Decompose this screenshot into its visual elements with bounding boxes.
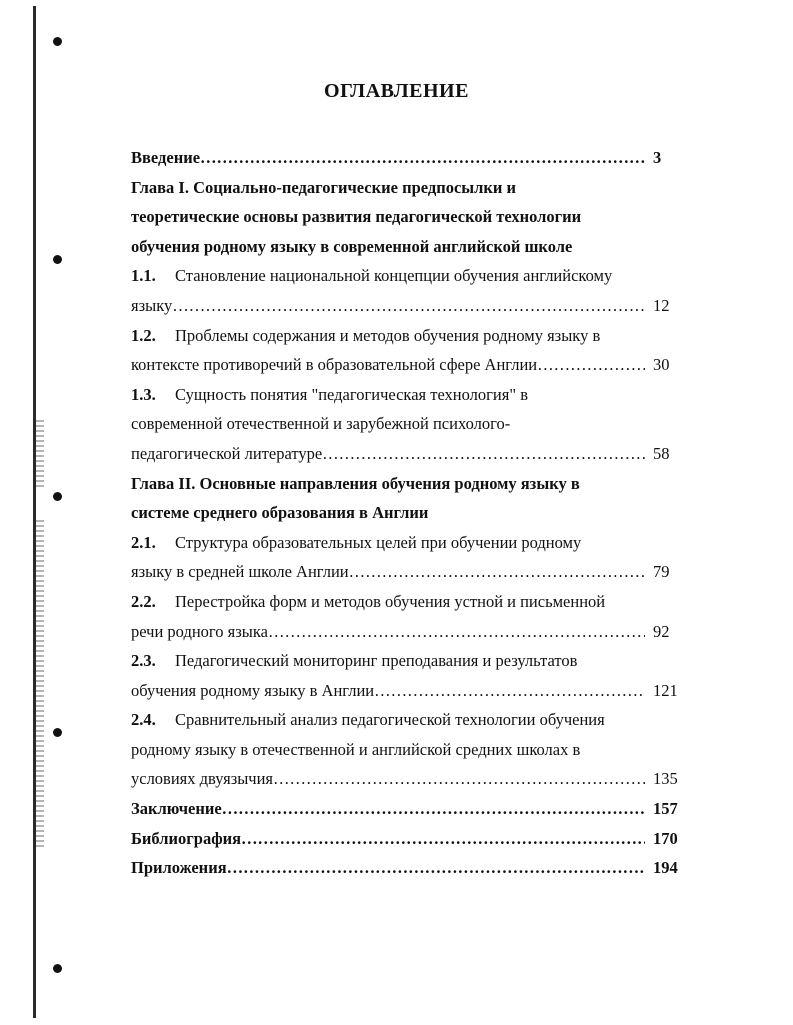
toc-section-number: 1.1. — [131, 266, 156, 286]
toc-entry — [131, 705, 681, 735]
punch-hole-mark — [53, 37, 62, 46]
toc-entry-text: Глава II. Основные направления обучения родному языку в — [131, 473, 580, 493]
toc-entry — [131, 232, 681, 262]
toc-entry — [131, 557, 681, 587]
toc-entry-text: контексте противоречий в образовательной сфере Англии — [131, 355, 538, 375]
toc-entry-text: родному языку в отечественной и английской средних школах в — [131, 739, 581, 759]
toc-entry — [131, 380, 681, 410]
toc-entry — [131, 469, 681, 499]
toc-page-number: 170 — [653, 828, 678, 848]
toc-entry — [131, 261, 681, 291]
toc-page-number: 3 — [653, 148, 662, 167]
toc-entry — [131, 764, 681, 794]
toc-entry-text: Глава I. Социально-педагогические предпосылки и — [131, 177, 517, 197]
toc-entry — [131, 350, 681, 380]
toc-page-number: 30 — [653, 355, 670, 375]
dot-leader — [537, 350, 645, 380]
toc-section-number: 2.2. — [131, 591, 156, 611]
toc-section-number: 2.3. — [131, 651, 156, 671]
toc-entry — [131, 439, 681, 469]
dot-leader — [172, 291, 645, 321]
toc-entry-text: языку в средней школе Англии — [131, 562, 349, 582]
toc-entry-text: Приложения — [131, 858, 227, 878]
toc-leader-line — [131, 350, 645, 380]
dot-leader — [273, 764, 645, 794]
toc-leader-line — [131, 439, 645, 469]
toc-entry-text: условиях двуязычия — [131, 769, 274, 789]
toc-entry — [131, 498, 681, 528]
toc-page-number: 157 — [653, 799, 678, 819]
toc-entry — [131, 735, 681, 765]
toc-entry-text: системе среднего образования в Англии — [131, 503, 429, 523]
toc-leader-line — [131, 617, 645, 647]
toc-entry — [131, 143, 681, 173]
toc-entry-text: современной отечественной и зарубежной психолого- — [131, 414, 511, 434]
toc-entry-text: Заключение — [131, 799, 222, 819]
toc-page-number: 58 — [653, 443, 670, 463]
toc-entry — [131, 202, 681, 232]
toc-entry-text: педагогической литературе — [131, 443, 323, 463]
toc-entry-text: Сравнительный анализ педагогической технологии обучения — [175, 710, 605, 730]
punch-hole-mark — [53, 492, 62, 501]
toc-page-number: 12 — [653, 295, 670, 315]
toc-section-number: 2.1. — [131, 532, 156, 552]
toc-leader-line — [131, 557, 645, 587]
toc-entry-text: Перестройка форм и методов обучения устной и письменной — [175, 591, 606, 611]
toc-page-number: 121 — [653, 680, 678, 700]
dot-leader — [322, 439, 645, 469]
punch-hole-mark — [53, 728, 62, 737]
toc-entry — [131, 409, 681, 439]
toc-entry-text: Педагогический мониторинг преподавания и результатов — [175, 651, 578, 671]
scan-noise — [36, 420, 44, 490]
toc-entry — [131, 173, 681, 203]
toc-entry-text: языку — [131, 295, 173, 315]
toc-entry — [131, 824, 681, 854]
toc-entry — [131, 794, 681, 824]
toc-page-number: 92 — [653, 621, 670, 641]
punch-hole-mark — [53, 255, 62, 264]
dot-leader — [241, 824, 645, 854]
toc-page-number: 135 — [653, 769, 678, 789]
toc-leader-line — [131, 676, 645, 706]
toc-entry — [131, 676, 681, 706]
toc-entry-text: Структура образовательных целей при обучении родному — [175, 532, 582, 552]
toc-leader-line — [131, 291, 645, 321]
toc-entry-text: Библиография — [131, 828, 242, 848]
toc-leader-line — [131, 853, 645, 883]
toc-entry — [131, 587, 681, 617]
toc-leader-line — [131, 764, 645, 794]
toc-page-number: 194 — [653, 858, 678, 878]
toc-entry-text: теоретические основы развития педагогической технологии — [131, 207, 582, 227]
scan-noise — [36, 520, 44, 850]
dot-leader — [222, 794, 645, 824]
toc-entry — [131, 291, 681, 321]
toc-entry-text: Становление национальной концепции обучения английскому — [175, 266, 613, 286]
dot-leader — [349, 557, 645, 587]
toc-entry — [131, 646, 681, 676]
dot-leader — [227, 853, 645, 883]
toc-entry-text: обучения родному языку в Англии — [131, 680, 375, 700]
toc-section-number: 1.3. — [131, 384, 156, 404]
toc-entry-text: Введение — [131, 148, 201, 167]
page-title: ОГЛАВЛЕНИЕ — [324, 80, 469, 102]
dot-leader — [374, 676, 645, 706]
toc-section-number: 1.2. — [131, 325, 156, 345]
dot-leader — [268, 617, 645, 647]
toc-entry — [131, 528, 681, 558]
table-of-contents — [131, 143, 681, 883]
dot-leader — [200, 143, 645, 173]
toc-leader-line — [131, 143, 645, 173]
toc-entry-text: обучения родному языку в современной английской школе — [131, 236, 573, 256]
toc-section-number: 2.4. — [131, 710, 156, 730]
toc-leader-line — [131, 824, 645, 854]
toc-leader-line — [131, 794, 645, 824]
toc-entry — [131, 321, 681, 351]
toc-entry-text: Проблемы содержания и методов обучения родному языку в — [175, 325, 601, 345]
punch-hole-mark — [53, 964, 62, 973]
toc-entry-text: Сущность понятия "педагогическая технология" в — [175, 384, 528, 404]
toc-entry-text: речи родного языка — [131, 621, 268, 641]
scan-binding-edge — [33, 6, 36, 1018]
toc-page-number: 79 — [653, 562, 670, 582]
toc-entry — [131, 853, 681, 883]
toc-entry — [131, 617, 681, 647]
